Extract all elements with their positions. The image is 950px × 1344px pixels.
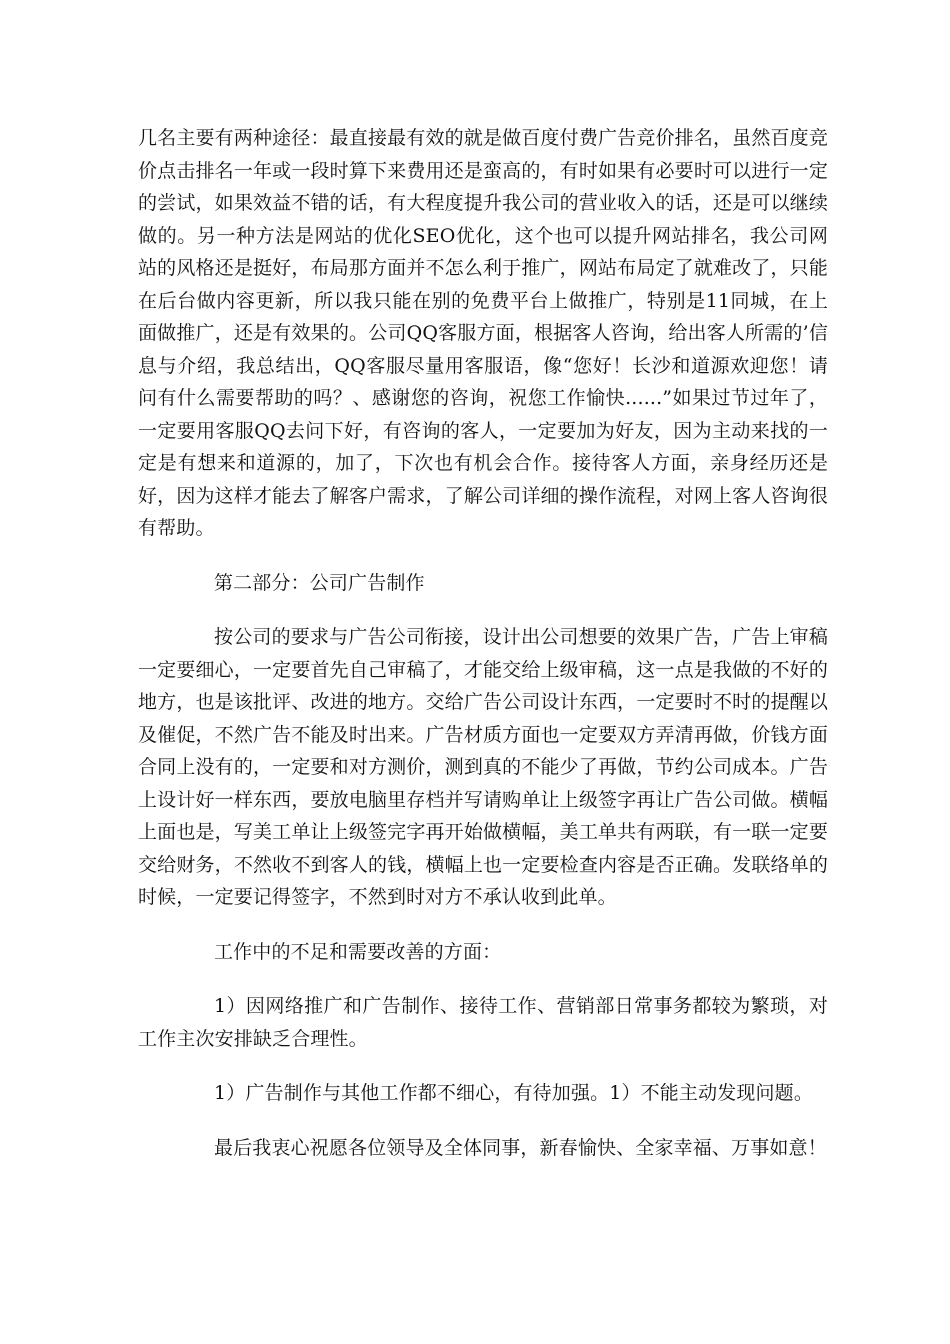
section-heading-ad-production: 第二部分：公司广告制作: [214, 571, 425, 594]
closing-wishes: 最后我衷心祝愿各位领导及全体同事，新春愉快、全家幸福、万事如意！: [214, 1136, 827, 1159]
paragraph-ad-production: 按公司的要求与广告公司衔接，设计出公司想要的效果广告，广告上审稿一定要细心，一定要首先自己审稿了，才能交给上级审稿，这一点是我做的不好的地方，也是该批评、改进的地方。交给广告公司设计东西，一定要时不时的提醒以及催促，不然广告不能及时出来。广告材质方面也一定要双方弄清再做，价钱方面合同上没有的，一定要和对方测价，测到真的不能少了再做，节约公司成本。广告上设计好一样东西，要放电脑里存档并写请购单让上级签字再让广告公司做。横幅上面也是，写美工单让上级签完字再开始做横幅，美工单共有两联，有一联一定要交给财务，不然收不到客人的钱，横幅上也一定要检查内容是否正确。发联络单的时候，一定要记得签字，不然到时对方不承认收到此单。: [138, 626, 828, 908]
document-body: [138, 122, 828, 1164]
paragraph-online-promotion: 几名主要有两种途径：最直接最有效的就是做百度付费广告竞价排名，虽然百度竞价点击排名一年或一段时算下来费用还是蛮高的，有时如果有必要时可以进行一定的尝试，如果效益不错的话，有大程度提升我公司的营业收入的话，还是可以继续做的。另一种方法是网站的优化SEO优化，这个也可以提升网站排名，我公司网站的风格还是挺好，布局那方面并不怎么利于推广，网站布局定了就难改了，只能在后台做内容更新，所以我只能在别的免费平台上做推广，特别是11同城，在上面做推广，还是有效果的。公司QQ客服方面，根据客人咨询，给出客人所需的’信息与介绍，我总结出，QQ客服尽量用客服语，像“您好！长沙和道源欢迎您！请问有什么需要帮助的吗？、感谢您的咨询，祝您工作愉快......”如果过节过年了，一定要用客服QQ去问下好，有咨询的客人，一定要加为好友，因为主动来找的一定是有想来和道源的，加了，下次也有机会合作。接待客人方面，亲身经历还是好，因为这样才能去了解客户需求，了解公司详细的操作流程，对网上客人咨询很有帮助。: [138, 127, 828, 539]
list-item-shortcoming-1: 1）因网络推广和广告制作、接待工作、营销部日常事务都较为繁琐，对工作主次安排缺乏合理性。: [138, 995, 828, 1050]
section-heading-shortcomings: 工作中的不足和需要改善的方面：: [214, 940, 502, 963]
list-item-shortcoming-2: 1）广告制作与其他工作都不细心，有待加强。1）不能主动发现问题。: [214, 1082, 813, 1104]
